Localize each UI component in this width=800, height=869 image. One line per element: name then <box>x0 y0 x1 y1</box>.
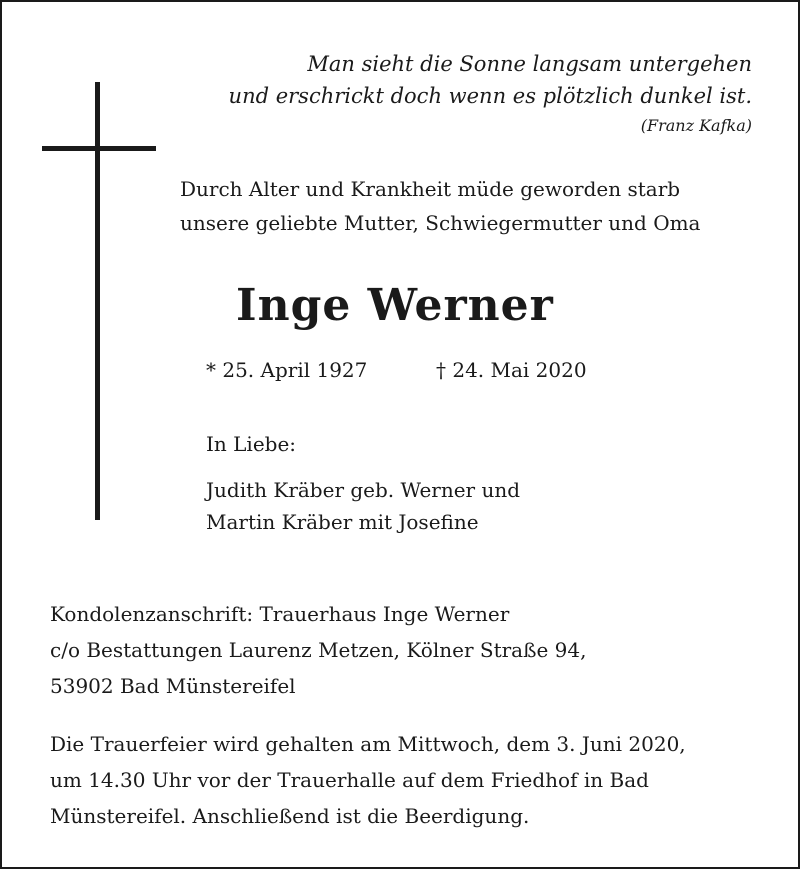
service-line: um 14.30 Uhr vor der Trauerhalle auf dem Friedhof in Bad <box>50 768 649 792</box>
quote-author: (Franz Kafka) <box>640 116 752 135</box>
address-line: 53902 Bad Münstereifel <box>50 674 296 698</box>
in-love-label: In Liebe: <box>206 432 297 456</box>
address-line: Kondolenzanschrift: Trauerhaus Inge Werner <box>50 602 510 626</box>
cross-icon-bar <box>42 146 156 151</box>
birth-date: * 25. April 1927 <box>206 358 368 382</box>
mourner-line: Judith Kräber geb. Werner und <box>206 478 521 502</box>
deceased-name: Inge Werner <box>236 280 554 331</box>
service-line: Münstereifel. Anschließend ist die Beerdigung. <box>50 804 530 828</box>
intro-line: Durch Alter und Krankheit müde geworden starb <box>180 177 681 201</box>
mourners-list <box>206 474 520 538</box>
address-line: c/o Bestattungen Laurenz Metzen, Kölner Straße 94, <box>50 638 587 662</box>
intro-text <box>180 172 700 240</box>
life-dates <box>206 354 587 386</box>
funeral-service-info <box>50 726 686 834</box>
mourner-line: Martin Kräber mit Josefine <box>206 510 479 534</box>
quote-block <box>229 48 752 140</box>
quote-line: und erschrickt doch wenn es plötzlich dunkel ist. <box>228 84 752 108</box>
death-date: † 24. Mai 2020 <box>436 358 587 382</box>
condolence-address <box>50 596 586 704</box>
quote-line: Man sieht die Sonne langsam untergehen <box>307 52 752 76</box>
service-line: Die Trauerfeier wird gehalten am Mittwoch, dem 3. Juni 2020, <box>50 732 686 756</box>
intro-line: unsere geliebte Mutter, Schwiegermutter und Oma <box>180 211 701 235</box>
